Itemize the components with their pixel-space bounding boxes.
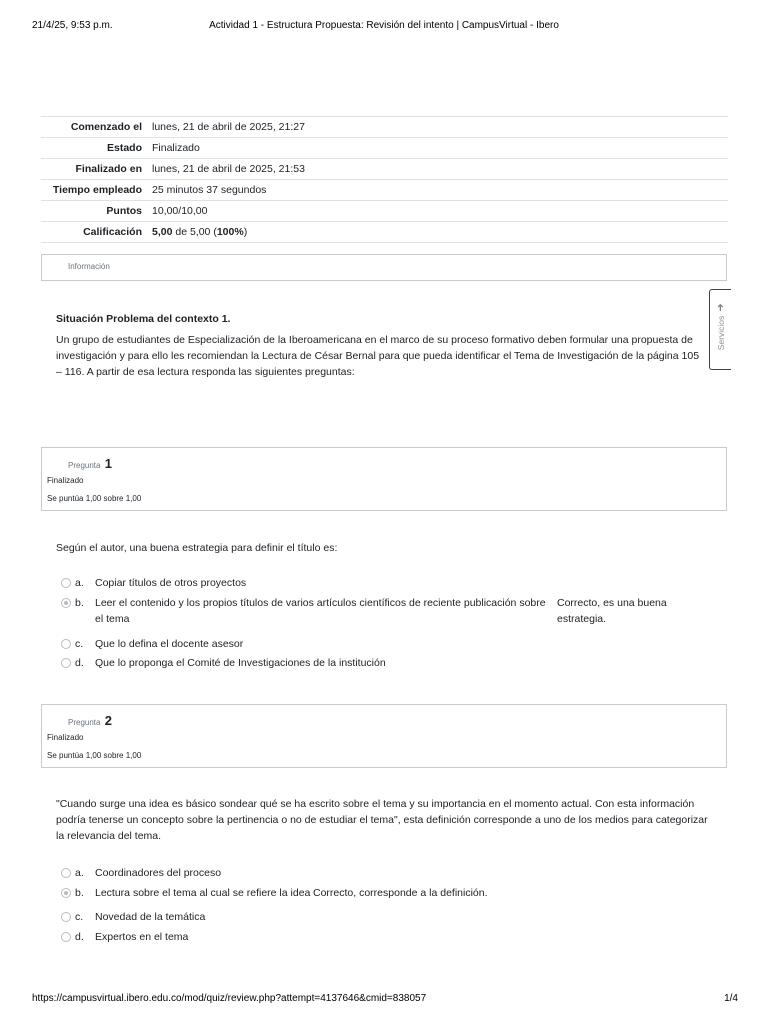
context-title: Situación Problema del contexto 1. [56,313,231,325]
answer-text: Lectura sobre el tema al cual se refiere la idea [95,887,311,899]
answer-letter: a. [75,577,84,589]
grade-score: 5,00 [152,226,173,238]
question-1-answer-c[interactable] [61,636,556,652]
answer-letter: b. [75,887,84,899]
answer-text: Que lo defina el docente asesor [95,638,244,650]
question-1-info [41,447,727,511]
radio-button[interactable] [61,639,71,649]
question-1-answer-a[interactable] [61,575,556,591]
summary-row [41,201,728,222]
print-footer [0,993,768,1007]
answer-letter: a. [75,867,84,879]
summary-label-time: Tiempo empleado [41,180,152,201]
answer-text: Expertos en el tema [95,931,189,943]
question-2-feedback: Correcto, corresponde a la definición. [313,887,488,899]
print-datetime: 21/4/25, 9:53 p.m. [32,20,113,31]
print-url: https://campusvirtual.ibero.edu.co/mod/quiz/review.php?attempt=4137646&cmid=838057 [32,993,427,1004]
summary-value-time: 25 minutos 37 segundos [152,180,728,201]
information-box [41,254,727,281]
question-2-answer-a[interactable] [61,865,556,881]
question-1-text: Según el autor, una buena estrategia para definir el título es: [56,542,338,554]
answer-letter: c. [75,638,84,650]
answer-text: Copiar títulos de otros proyectos [95,577,247,589]
question-1-answer-b[interactable] [61,595,556,627]
question-1-feedback: Correcto, es una buena estrategia. [557,597,667,625]
radio-button[interactable] [61,658,71,668]
question-label: Pregunta 1 [68,456,112,471]
answer-text: Leer el contenido y los propios títulos de varios artículos científicos de reciente publicación sobre el tema [95,597,546,625]
question-1-answer-d[interactable] [61,655,556,671]
question-2-answer-b[interactable] [61,885,311,901]
summary-label-points: Puntos [41,201,152,222]
question-number: 1 [104,456,112,471]
summary-value-finished: lunes, 21 de abril de 2025, 21:53 [152,159,728,180]
radio-button-checked[interactable] [61,888,71,898]
answer-text: Novedad de la temática [95,911,206,923]
question-number: 2 [104,713,112,728]
answer-letter: b. [75,597,84,609]
radio-button[interactable] [61,578,71,588]
summary-value-points: 10,00/10,00 [152,201,728,222]
radio-button-checked[interactable] [61,598,71,608]
summary-row [41,222,728,243]
question-2-answer-c[interactable] [61,909,556,925]
question-label: Pregunta 2 [68,713,112,728]
print-header [0,20,768,34]
services-label: Servicios [716,315,726,351]
summary-value-started: lunes, 21 de abril de 2025, 21:27 [152,117,728,138]
grade-of-text: de 5,00 [175,226,211,238]
information-label: Información [68,262,110,271]
answer-text: Coordinadores del proceso [95,867,222,879]
problem-context [56,311,706,380]
print-page-title: Actividad 1 - Estructura Propuesta: Revisión del intento | CampusVirtual - Ibero [209,20,559,31]
answer-letter: d. [75,657,84,669]
answer-letter: d. [75,931,84,943]
question-state: Finalizado [47,733,84,742]
summary-value-state: Finalizado [152,138,728,159]
question-grade: Se puntúa 1,00 sobre 1,00 [47,751,142,760]
radio-button[interactable] [61,868,71,878]
arrow-right-icon: ➜ [715,303,727,312]
summary-row [41,180,728,201]
summary-row [41,117,728,138]
summary-label-state: Estado [41,138,152,159]
answer-text: Que lo proponga el Comité de Investigaciones de la institución [95,657,386,669]
attempt-summary-table [41,116,728,243]
question-2-text: "Cuando surge una idea es básico sondear qué se ha escrito sobre el tema y su importancia en el momento actual. Con esta información podría tenerse un concepto sobre la pertinencia o no de estudiar el tema", esta definición corresponde a uno de los medios para categorizar la relevancia del tema. [56,798,708,842]
summary-label-started: Comenzado el [41,117,152,138]
summary-row [41,159,728,180]
radio-button[interactable] [61,932,71,942]
print-page-number: 1/4 [724,993,738,1004]
summary-label-grade: Calificación [41,222,152,243]
summary-value-grade: 5,00 de 5,00 (100%) [152,222,728,243]
services-tab[interactable] [709,289,731,370]
summary-label-finished: Finalizado en [41,159,152,180]
summary-row [41,138,728,159]
question-state: Finalizado [47,476,84,485]
question-grade: Se puntúa 1,00 sobre 1,00 [47,494,142,503]
question-2-info [41,704,727,768]
answer-letter: c. [75,911,84,923]
grade-percent: 100% [216,226,244,238]
question-2-answer-d[interactable] [61,929,556,945]
radio-button[interactable] [61,912,71,922]
context-text: Un grupo de estudiantes de Especialización de la Iberoamericana en el marco de su proceso formativo deben formular una propuesta de investigación y para ello les recomiendan la Lectura de César Bernal para que pueda identificar el Tema de Investigación de la página 105 – 116. A partir de esa lectura responda las siguientes preguntas: [56,334,700,378]
